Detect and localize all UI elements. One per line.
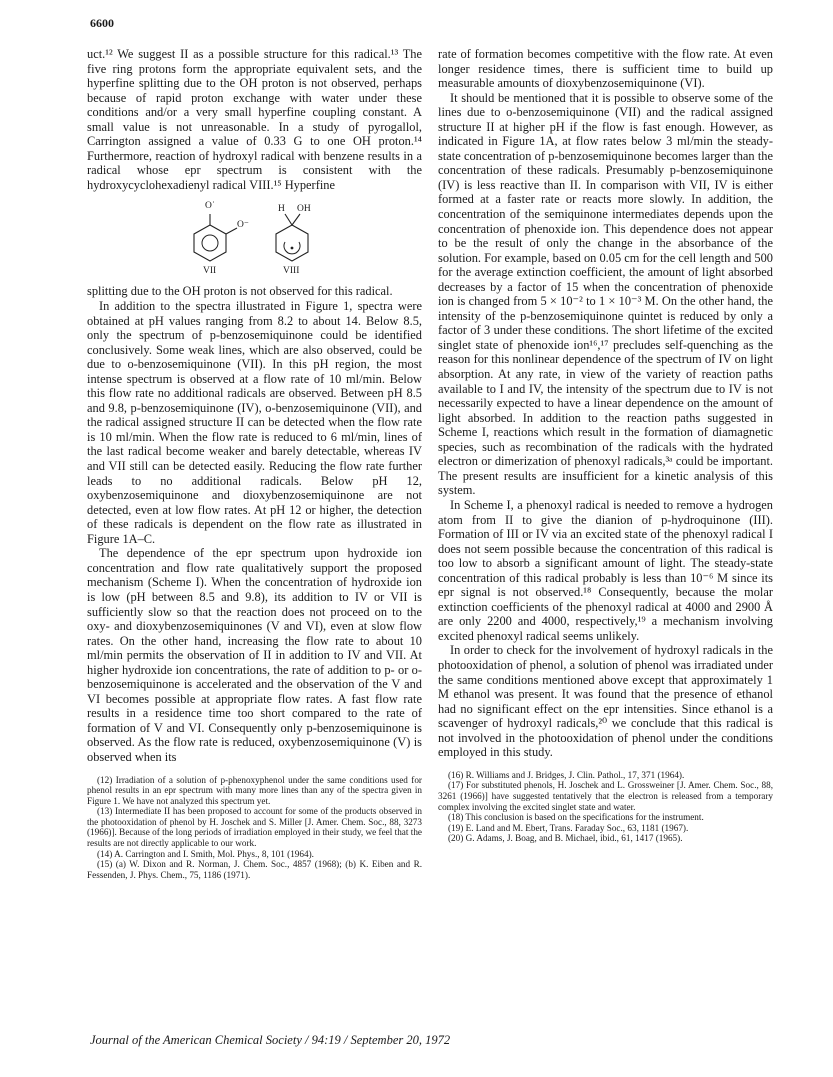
- benzene-ring-vii: [194, 225, 226, 261]
- footnote: (17) For substituted phenols, H. Joschek and L. Grossweiner [J. Amer. Chem. Soc., 88, 3261 (1966)] have suggested tentatively that the electron is released from a temporary complex involving the excited singlet state and water.: [438, 780, 773, 812]
- footnotes: [438, 770, 773, 844]
- paragraph: In order to check for the involvement of hydroxyl radicals in the photooxidation of phenol, a solution of phenol was irradiated under the same conditions mentioned above except that approximately 1 M ethanol was present. It was found that the presence of ethanol had no significant effect on the epr intensities. Since ethanol is a scavenger of hydroxyl radicals,²⁰ we conclude that this radical is not involved in the photooxidation of phenol under the conditions employed in this study.: [438, 643, 773, 760]
- paragraph: It should be mentioned that it is possible to observe some of the lines due to o-benzosemiquinone (VII) and the radical assigned structure II at higher pH if the flow is fast enough. However, as indicated in Figure 1A, at flow rates below 3 ml/min the steady-state concentration of p-benzosemiquinone becomes larger than the concentration of these radicals. Presumably p-benzosemiquinone (IV) is less reactive than II. In comparison with VII, IV is either formed at a faster rate or reacts more slowly. In addition, the concentration of the semiquinone intermediates depends upon the concentration of phenoxide ion. This dependence does not appear to be the result of only the change in the absorbance of the solution. For example, based on 0.05 cm for the cell length and 500 for the average extinction coefficient, the amount of light absorbed decreases by a factor of 15 when the concentration of phenoxide ion is changed from 5 × 10⁻² to 1 × 10⁻³ M. On the other hand, the intensity of the p-benzosemiquinone quintet is reduced by only a factor of 3 under these conditions. The short lifetime of the excited singlet state of phenoxide ion¹⁶,¹⁷ precludes self-quenching as the reason for this nonlinear dependence of the spectrum of IV on light absorption. At any rate, in view of the variety of reaction paths available to I and IV, the intensity of the spectrum due to IV is not necessarily expected to have a linear dependence on the amount of light absorbed. In addition to the reaction paths suggested in Scheme I, reactions which result in the formation of diamagnetic species, such as recombination of the radicals with the hydrated electron or dimerization of phenoxyl radicals,³ᵃ could be important. The present results are insufficient for a kinetic analysis of this system.: [438, 90, 773, 498]
- left-column: [87, 47, 422, 880]
- paragraph: The dependence of the epr spectrum upon hydroxide ion concentration and flow rate qualitatively support the proposed mechanism (Scheme I). When the concentration of hydroxide ion is low (pH between 8.5 and 9.8), its addition to IV or VII is sufficiently slow so that the reaction does not proceed on to the oxy- and dioxybenzosemiquinones (V and VI), even at slow flow rates. On the other hand, increasing the flow rate to about 10 ml/min permits the observation of II in addition to IV and VII. At higher hydroxide ion concentrations, the rate of addition to p- or o-benzosemiquinone is accelerated and the observation of the V and VI becomes possible at appropriate flow rates. A fast flow rate results in a residence time too short compared to the rate of formation of V and VI. Consequently only p-benzosemiquinone is observed. As the flow rate is reduced, oxybenzosemiquinone (V) is observed when its: [87, 546, 422, 764]
- bond-h-viii: [285, 214, 292, 225]
- label-vii: VII: [203, 266, 217, 277]
- paragraph: rate of formation becomes competitive with the flow rate. At even longer residence times, there is sufficient time to build up measurable amounts of dioxybenzosemiquinone (VI).: [438, 47, 773, 91]
- footnote: (20) G. Adams, J. Boag, and B. Michael, ibid., 61, 1417 (1965).: [448, 833, 683, 844]
- journal-footer: Journal of the American Chemical Society / 94:19 / September 20, 1972: [90, 1033, 451, 1047]
- footnote: (15) (a) W. Dixon and R. Norman, J. Chem. Soc., 4857 (1968); (b) K. Eiben and R. Fessenden, J. Phys. Chem., 75, 1186 (1971).: [87, 859, 422, 880]
- footnote: (18) This conclusion is based on the specifications for the instrument.: [448, 812, 704, 823]
- paragraph: uct.¹² We suggest II as a possible structure for this radical.¹³ The five ring protons form the appropriate equivalent sets, and the hyperfine splitting due to the OH proton is not observed, perhaps because of rapid proton exchange with water under these conditions and/or a very small hyperfine coupling constant. A small value is not unreasonable. In a study of pyrogallol, Carrington assigned a value of 0.33 G to one OH proton.¹⁴ Furthermore, reaction of hydroxyl radical with benzene results in a radical whose epr spectrum is consistent with the hydroxycyclohexadienyl radical VIII.¹⁵ Hyperfine: [87, 47, 422, 192]
- footnote: (19) E. Land and M. Ebert, Trans. Faraday Soc., 63, 1181 (1967).: [448, 822, 689, 833]
- paragraph: splitting due to the OH proton is not observed for this radical.: [87, 284, 393, 299]
- radical-dot-viii: [291, 247, 294, 250]
- chemical-structures: [87, 198, 422, 276]
- footnote: (13) Intermediate II has been proposed to account for some of the products observed in the photooxidation of phenol by H. Joschek and S. Miller [J. Amer. Chem. Soc., 88, 3273 (1966)]. Because of the long periods of irradiation employed in their study, we feel that the results are not directly applicable to our work.: [87, 806, 422, 849]
- label-o-radical: O˙: [205, 201, 216, 212]
- page-number: 6600: [90, 16, 114, 30]
- footnote: (16) R. Williams and J. Bridges, J. Clin. Pathol., 17, 371 (1964).: [448, 769, 685, 780]
- label-oh: OH: [297, 204, 311, 215]
- paragraph: In addition to the spectra illustrated in Figure 1, spectra were obtained at pH values ranging from 8.2 to about 14. Below 8.5, only the spectrum of p-benzosemiquinone could be identified conclusively. Some weak lines, which are also observed, could be due to o-benzosemiquinone (VII). In this pH region, the most intense spectrum is observed at a flow rate of 10 ml/min. Below this flow rate no additional radicals are observed. Between pH 8.5 and 9.8, p-benzosemiquinone (IV), o-benzosemiquinone (VII), and the radical assigned structure II can be detected when the flow rate is 10 ml/min. When the flow rate is reduced to 6 ml/min, lines of the last radical become weaker and barely detectable, whereas IV and VII still can be detected easily. Reducing the flow rate further leads to no additional radicals. Below pH 12, oxybenzosemiquinone and dioxybenzosemiquinone are not detected, even at low flow rates. At pH 12 or higher, the detection of these radicals is dependent on the flow rate as illustrated in Figure 1A–C.: [87, 299, 422, 546]
- ring-viii: [276, 225, 308, 261]
- paragraph: In Scheme I, a phenoxyl radical is needed to remove a hydrogen atom from II to give the dianion of p-hydroquinone (III). Formation of III or IV via an excited state of the phenoxyl radical I does not seem possible because the concentration of this radical is too low to absorb a significant amount of light. The steady-state concentration of this radical probably is less than 10⁻⁶ M since its epr signal is not observed.¹⁸ Consequently, because the molar extinction coefficients of the phenoxyl radical at 4000 and 2900 Å are only 2200 and 4000, respectively,¹⁹ a mechanism involving excited phenoxyl radical seems unlikely.: [438, 497, 773, 643]
- footnote: (14) A. Carrington and I. Smith, Mol. Phys., 8, 101 (1964).: [97, 848, 314, 859]
- label-h: H: [278, 204, 285, 215]
- structure-drawing: [87, 198, 422, 276]
- footnotes: [87, 775, 422, 881]
- right-column: [438, 47, 773, 844]
- aromatic-circle-vii: [202, 235, 218, 251]
- label-o-minus: O⁻: [237, 220, 249, 231]
- bond-ominus-vii: [226, 228, 237, 234]
- label-viii: VIII: [283, 266, 300, 277]
- footnote: (12) Irradiation of a solution of p-phenoxyphenol under the same conditions used for phenol results in an epr spectrum with many more lines than any of the spectra given in Figure 1. We have not analyzed this spectrum yet.: [87, 774, 422, 806]
